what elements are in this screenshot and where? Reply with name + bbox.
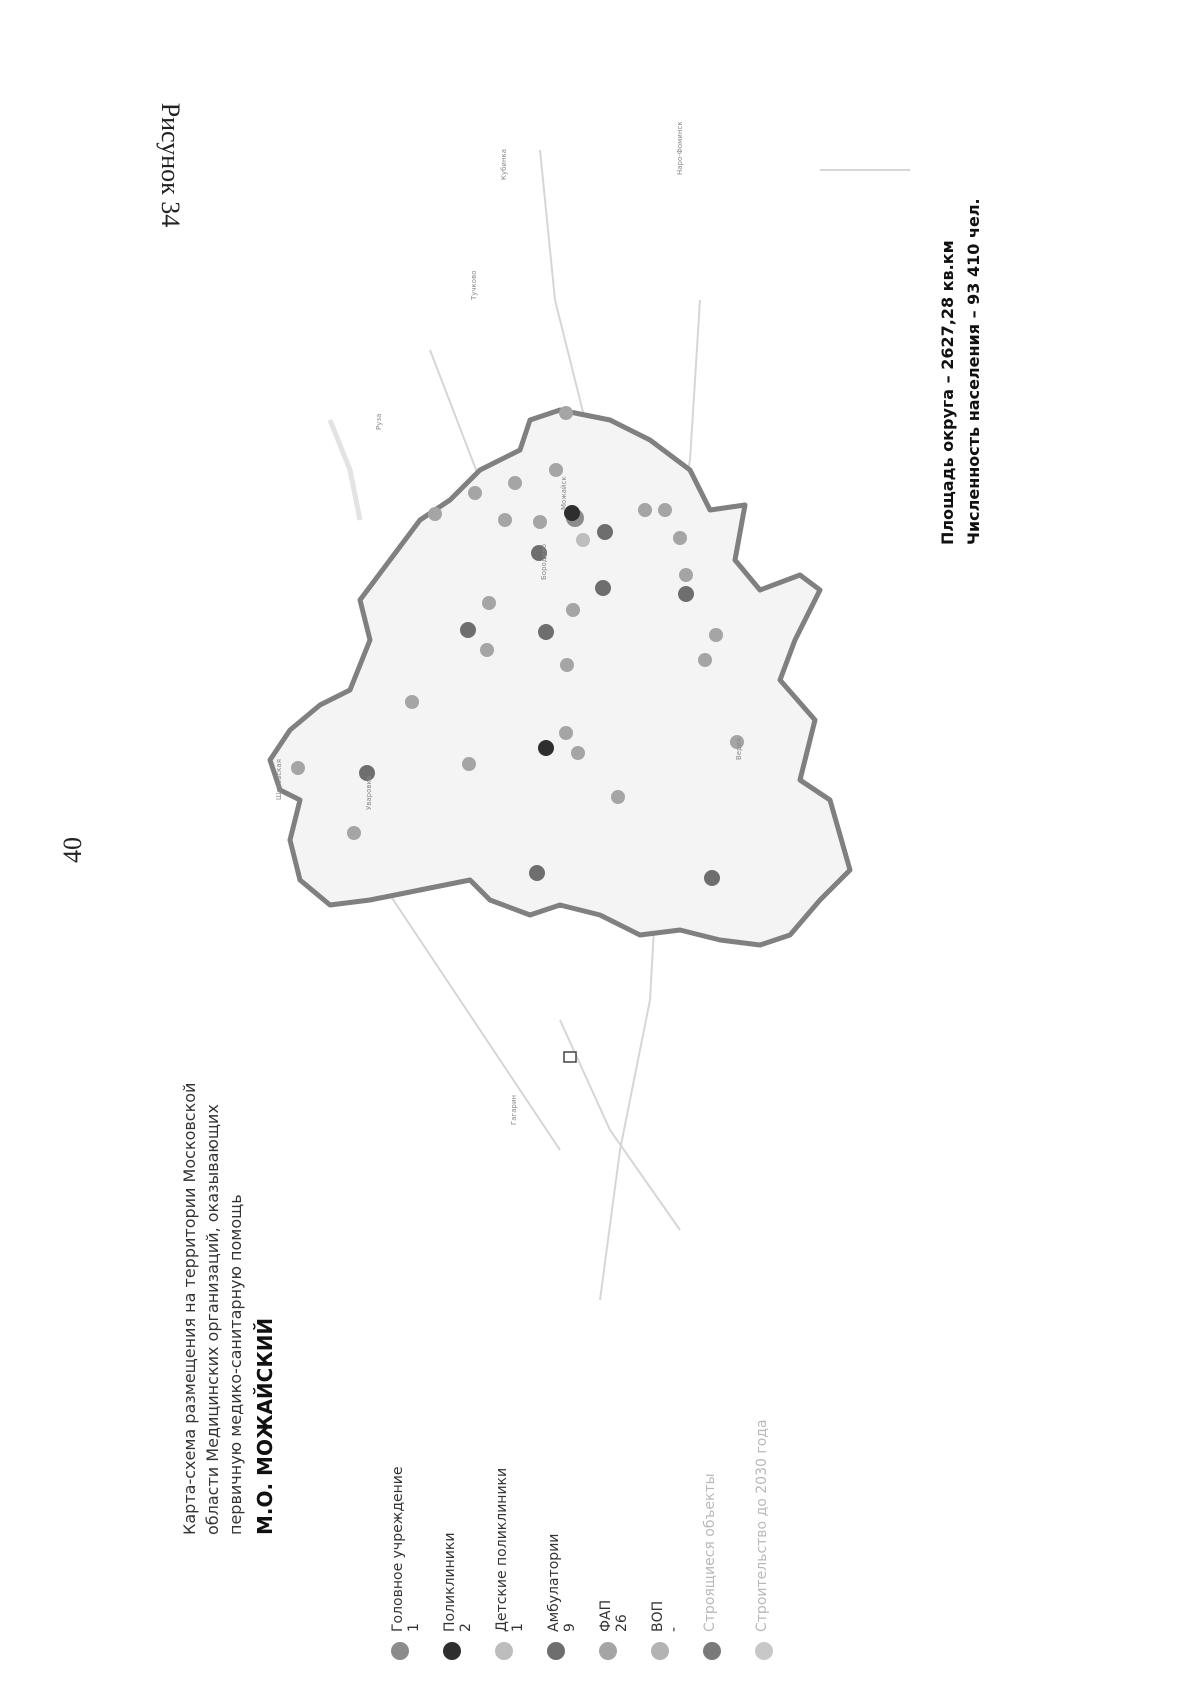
- legend-count: 1: [406, 1623, 422, 1632]
- place-label: Бородино: [540, 543, 548, 580]
- fap-marker: [638, 503, 652, 517]
- fap-marker: [462, 757, 476, 771]
- ambulatory-marker: [678, 586, 694, 602]
- district-area: Площадь округа – 2627,28 кв.км: [938, 240, 957, 545]
- polyclinic-marker: [538, 740, 554, 756]
- fap-marker: [566, 603, 580, 617]
- ambulatory-marker: [529, 865, 545, 881]
- legend-count: 2: [458, 1623, 474, 1632]
- fap-marker: [508, 476, 522, 490]
- fap-marker: [468, 486, 482, 500]
- fap-marker: [611, 790, 625, 804]
- ambulatory-marker: [704, 870, 720, 886]
- legend-label: ФАП: [598, 1599, 614, 1632]
- place-label: Гагарин: [510, 1094, 518, 1125]
- legend-label: Поликлиники: [442, 1532, 458, 1632]
- title-line-2: области Медицинских организаций, оказывающих: [203, 1104, 222, 1535]
- ambulatory-marker: [597, 524, 613, 540]
- place-label: Кубинка: [500, 148, 508, 180]
- fap-marker: [533, 515, 547, 529]
- road: [380, 880, 560, 1150]
- fap-marker: [405, 695, 419, 709]
- fap-marker: [658, 503, 672, 517]
- fap-marker: [559, 726, 573, 740]
- place-label: Руза: [375, 413, 383, 430]
- fap-marker: [428, 507, 442, 521]
- title-line-1: Карта-схема размещения на территории Московской: [180, 1082, 199, 1535]
- district-population: Численность населения – 93 410 чел.: [964, 198, 983, 545]
- place-label: Наро-Фоминск: [676, 121, 684, 175]
- town-marker: [564, 1052, 576, 1062]
- fap-marker: [709, 628, 723, 642]
- fap-marker: [480, 643, 494, 657]
- fap-marker: [560, 658, 574, 672]
- ambulatory-marker: [460, 622, 476, 638]
- fap-marker: [698, 653, 712, 667]
- legend-count: 9: [562, 1623, 578, 1632]
- fap-marker: [559, 406, 573, 420]
- ambulatory-marker: [538, 624, 554, 640]
- fap-marker: [679, 568, 693, 582]
- ambulatory-marker: [595, 580, 611, 596]
- district-summary: [935, 45, 987, 545]
- place-label: Уваровка: [365, 775, 373, 810]
- fap-marker: [498, 513, 512, 527]
- fap-marker: [291, 761, 305, 775]
- river-path: [330, 420, 360, 520]
- road: [560, 1020, 680, 1230]
- place-label: Шаховская: [275, 759, 283, 800]
- legend-label: Строящиеся объекты: [702, 1473, 718, 1632]
- legend-label: ВОП: [650, 1600, 666, 1632]
- district-name: М.О. МОЖАЙСКИЙ: [253, 1317, 277, 1535]
- legend-label: Амбулатории: [546, 1533, 562, 1632]
- fap-marker: [571, 746, 585, 760]
- fap-marker: [549, 463, 563, 477]
- legend-label: Головное учреждение: [390, 1466, 406, 1632]
- title-line-3: первичную медико-санитарную помощь: [226, 1194, 245, 1535]
- fap-marker: [347, 826, 361, 840]
- place-label: Можайск: [560, 476, 568, 510]
- page-number: 40: [58, 837, 87, 863]
- figure-label: Рисунок 34: [156, 102, 185, 228]
- legend-count: 26: [614, 1614, 630, 1632]
- legend-count: 1: [510, 1623, 526, 1632]
- legend-count: -: [666, 1626, 682, 1632]
- legend-label: Детские поликлиники: [494, 1467, 510, 1632]
- fap-marker: [673, 531, 687, 545]
- fap-marker: [482, 596, 496, 610]
- place-label: Верея: [735, 737, 743, 760]
- place-label: Тучково: [470, 270, 478, 300]
- legend-label: Строительство до 2030 года: [754, 1419, 770, 1632]
- children-polyclinic-marker: [576, 533, 590, 547]
